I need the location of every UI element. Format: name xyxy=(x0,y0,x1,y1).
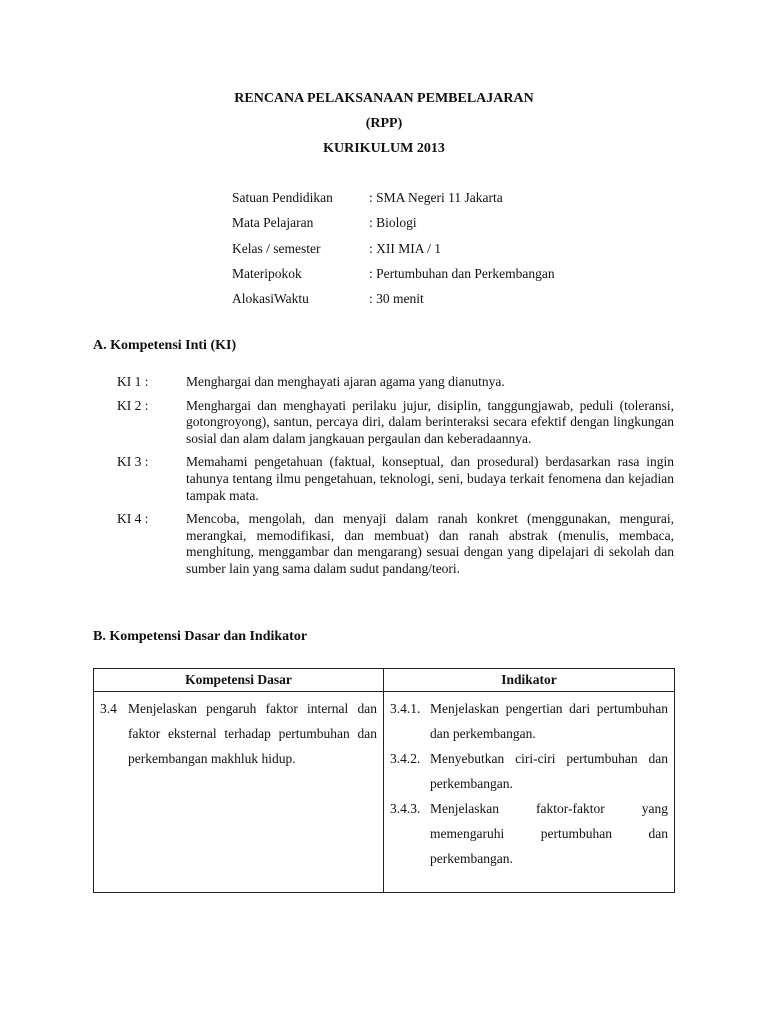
identity-row xyxy=(232,236,555,261)
identity-label: Satuan Pendidikan xyxy=(232,190,333,205)
identity-label: Kelas / semester xyxy=(232,240,321,256)
ki-label: KI 2 : xyxy=(117,397,149,413)
identity-row xyxy=(232,286,555,311)
ki-list xyxy=(117,374,674,585)
title-line-1: RENCANA PELAKSANAAN PEMBELAJARAN xyxy=(234,91,534,106)
indicator-number: 3.4.2. xyxy=(390,751,421,766)
header-indikator: Indikator xyxy=(384,669,675,692)
identity-value: : 30 menit xyxy=(369,291,424,307)
identity-row xyxy=(232,261,555,286)
kd-number: 3.4 xyxy=(100,701,117,716)
ki-item xyxy=(117,454,674,504)
indicator-number: 3.4.1. xyxy=(390,701,421,716)
indicator-text: Menjelaskan faktor-faktor yang memengaruhi pertumbuhan dan perkembangan. xyxy=(430,801,668,866)
identity-row xyxy=(232,210,555,235)
indicator-text: Menjelaskan pengertian dari pertumbuhan dan perkembangan. xyxy=(430,701,668,741)
kd-text: Menjelaskan pengaruh faktor internal dan faktor eksternal terhadap pertumbuhan dan perkembangan makhluk hidup. xyxy=(128,701,377,766)
identity-value: : XII MIA / 1 xyxy=(369,240,441,256)
indicator-item xyxy=(384,796,674,871)
ki-label: KI 3 : xyxy=(117,454,149,470)
identity-block xyxy=(232,185,555,311)
ki-text: Menghargai dan menghayati perilaku jujur, disiplin, tanggungjawab, peduli (toleransi, gotongroyong), santun, percaya diri, dalam berinteraksi secara efektif dengan lingkungan sosial dan alam dalam jangkauan pergaulan dan keberadaannya. xyxy=(186,397,674,446)
ki-item xyxy=(117,374,674,391)
title-line-2: (RPP) xyxy=(365,116,403,131)
title-line-3: KURIKULUM 2013 xyxy=(323,141,445,156)
identity-label: Mata Pelajaran xyxy=(232,215,314,231)
ki-label: KI 4 : xyxy=(117,511,149,527)
ki-item xyxy=(117,398,674,448)
header-kompetensi-dasar: Kompetensi Dasar xyxy=(94,669,384,692)
section-a-heading: A. Kompetensi Inti (KI) xyxy=(93,338,237,353)
kd-item xyxy=(94,692,383,771)
ki-label: KI 1 : xyxy=(117,374,149,389)
identity-label: Materipokok xyxy=(232,265,302,281)
table-row xyxy=(94,692,675,893)
indicator-item xyxy=(384,746,674,796)
identity-value: : SMA Negeri 11 Jakarta xyxy=(369,190,503,205)
kd-cell xyxy=(94,692,384,893)
ki-text: Memahami pengetahuan (faktual, konseptual, dan prosedural) berdasarkan rasa ingin tahunya tentang ilmu pengetahuan, teknologi, seni, budaya terkait fenomena dan kejadian tampak mata. xyxy=(186,454,674,503)
indicator-number: 3.4.3. xyxy=(390,801,421,816)
indicator-cell xyxy=(384,692,675,893)
indicator-text: Menyebutkan ciri-ciri pertumbuhan dan perkembangan. xyxy=(430,751,668,791)
identity-value: : Biologi xyxy=(369,215,417,231)
ki-text: Menghargai dan menghayati ajaran agama yang dianutnya. xyxy=(186,374,505,389)
kd-indicator-table xyxy=(93,668,675,893)
ki-text: Mencoba, mengolah, dan menyaji dalam ranah konkret (menggunakan, mengurai, merangkai, memodifikasi, dan membuat) dan ranah abstrak (menulis, membaca, menghitung, menggambar dan mengarang) sesuai dengan yang dipelajari di sekolah dan sumber lain yang sama dalam sudut pandang/teori. xyxy=(186,511,674,576)
indicator-item xyxy=(384,692,674,746)
table-header-row xyxy=(94,669,675,692)
ki-item xyxy=(117,511,674,577)
identity-row xyxy=(232,185,555,210)
identity-value: : Pertumbuhan dan Perkembangan xyxy=(369,265,555,281)
document-title xyxy=(0,86,768,161)
identity-label: AlokasiWaktu xyxy=(232,291,309,307)
section-b-heading: B. Kompetensi Dasar dan Indikator xyxy=(93,629,308,644)
